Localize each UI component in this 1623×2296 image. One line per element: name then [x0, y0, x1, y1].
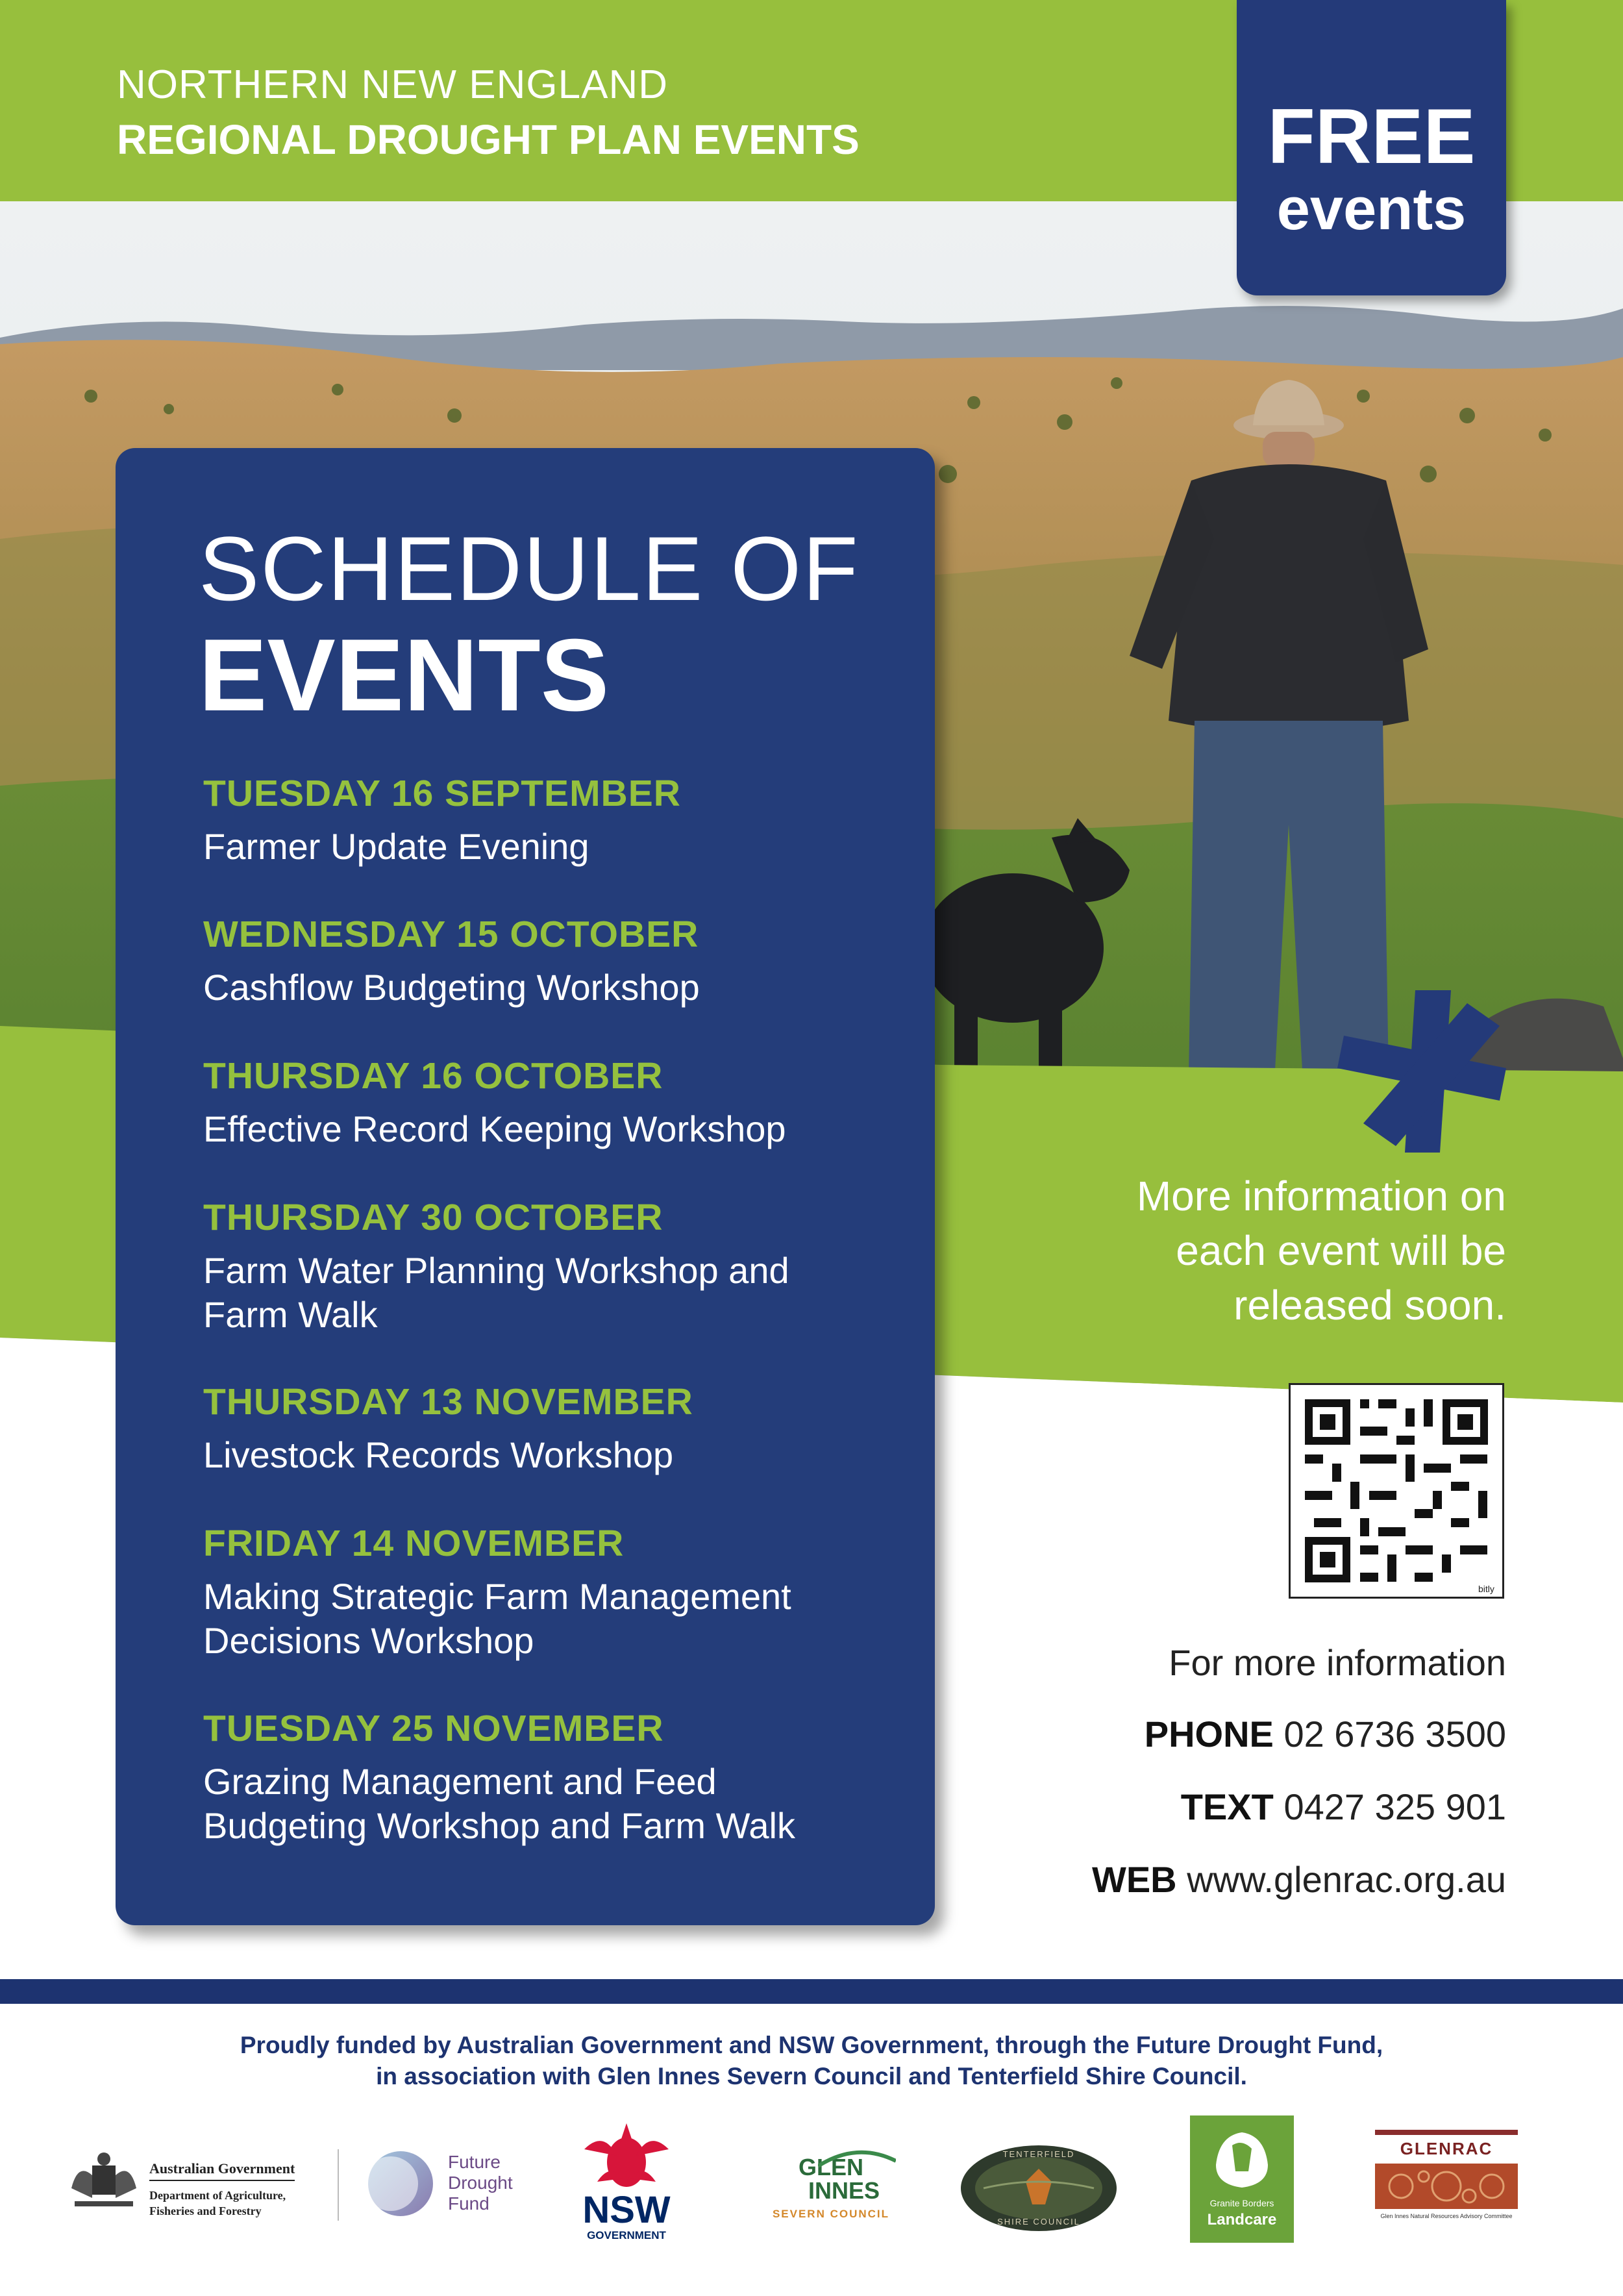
event-date: THURSDAY 30 OCTOBER — [203, 1197, 663, 1238]
header-subtitle: NORTHERN NEW ENGLAND — [117, 62, 669, 107]
event-description: Effective Record Keeping Workshop — [203, 1108, 786, 1149]
event-date: FRIDAY 14 NOVEMBER — [203, 1523, 625, 1564]
event-item — [203, 914, 904, 1010]
glen-innes-swoosh-icon — [818, 2148, 896, 2167]
event-item — [203, 1381, 904, 1477]
tenterfield-shire-logo: TENTERFIELD SHIRE COUNCIL — [958, 2143, 1120, 2234]
granite-borders-landcare-logo: Granite Borders Landcare — [1190, 2115, 1294, 2243]
contact-phone[interactable]: PHONE 02 6736 3500 — [1144, 1714, 1506, 1754]
event-item — [203, 1523, 904, 1663]
event-date: THURSDAY 13 NOVEMBER — [203, 1381, 693, 1423]
logo-divider — [338, 2149, 339, 2221]
event-date: WEDNESDAY 15 OCTOBER — [203, 914, 699, 955]
event-description: Farmer Update Evening — [203, 825, 589, 867]
glenrac-pattern-icon — [1375, 2164, 1518, 2209]
asterisk-icon — [1337, 990, 1519, 1153]
free-label: FREE — [1267, 93, 1476, 180]
contact-text[interactable]: TEXT 0427 325 901 — [1180, 1786, 1506, 1827]
funding-statement: Proudly funded by Australian Government and NSW Government, through the Future Drought Fund, in association with Glen Innes Severn Council and Tenterfield Shire Council. — [240, 2032, 1383, 2090]
future-drought-fund-logo: Future Drought Fund — [365, 2148, 521, 2226]
event-description: Livestock Records Workshop — [203, 1434, 674, 1475]
footer-divider — [0, 1979, 1623, 2004]
qr-code-icon — [1289, 1383, 1504, 1599]
event-date: TUESDAY 16 SEPTEMBER — [203, 773, 681, 814]
events-label: events — [1276, 176, 1467, 242]
event-description: Making Strategic Farm Management Decisions Workshop — [203, 1575, 791, 1661]
svg-text:bitly: bitly — [1478, 1584, 1494, 1594]
australian-government-logo: Australian Government Department of Agriculture, Fisheries and Forestry — [65, 2146, 312, 2224]
coat-of-arms-icon — [65, 2149, 143, 2221]
contact-web[interactable]: WEB www.glenrac.org.au — [1091, 1859, 1506, 1900]
more-info-text: More information on each event will be released soon. — [1136, 1173, 1506, 1329]
event-description: Farm Water Planning Workshop and Farm Walk — [203, 1249, 789, 1335]
event-item — [203, 1197, 904, 1337]
contact-intro: For more information — [1169, 1642, 1506, 1683]
event-item — [203, 1708, 904, 1848]
free-events-badge — [1237, 0, 1506, 295]
schedule-title-events: EVENTS — [199, 618, 610, 732]
schedule-title: SCHEDULE OF — [199, 518, 860, 619]
nsw-government-logo: NSW GOVERNMENT — [571, 2123, 682, 2247]
event-item — [203, 773, 904, 869]
header-title: REGIONAL DROUGHT PLAN EVENTS — [117, 116, 860, 163]
event-description: Grazing Management and Feed Budgeting Workshop and Farm Walk — [203, 1760, 795, 1846]
waratah-icon — [571, 2123, 682, 2188]
schedule-panel — [116, 448, 935, 1925]
landcare-hands-icon — [1206, 2126, 1278, 2191]
event-item — [203, 1055, 904, 1151]
event-date: THURSDAY 16 OCTOBER — [203, 1055, 663, 1097]
qr-code[interactable] — [1289, 1383, 1504, 1599]
event-description: Cashflow Budgeting Workshop — [203, 966, 700, 1008]
glenrac-logo: GLENRAC Glen Innes Natural Resources Advisory Committee — [1375, 2130, 1518, 2234]
event-date: TUESDAY 25 NOVEMBER — [203, 1708, 664, 1749]
glen-innes-logo: GLEN INNES SEVERN COUNCIL — [753, 2156, 909, 2234]
fdf-circle-icon — [365, 2148, 436, 2219]
